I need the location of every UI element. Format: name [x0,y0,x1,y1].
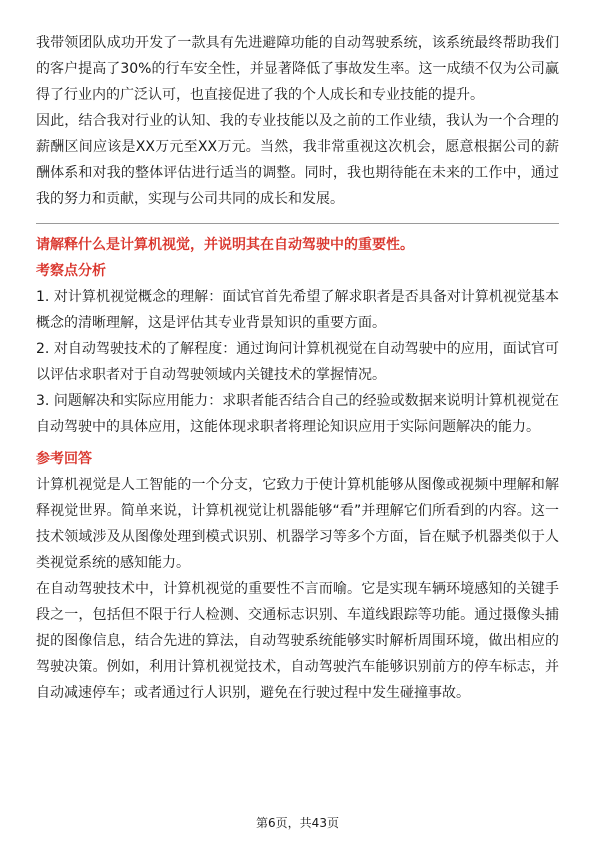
section-divider [36,223,559,224]
analysis-heading: 考察点分析 [36,263,106,279]
page-number: 第6页，共43页 [256,816,339,830]
answer-paragraph: 在自动驾驶技术中，计算机视觉的重要性不言而喻。它是实现车辆环境感知的关键手段之一，包括但不限于行人检测、交通标志识别、车道线跟踪等功能。通过摄像头捕捉的图像信息，结合先进的算法，自动驾驶系统能够实时解析周围环境，做出相应的驾驶决策。例如，利用计算机视觉技术，自动驾驶汽车能够识别前方的停车标志，并自动减速停车；或者通过行人识别，避免在行驶过程中发生碰撞事故。 [36,581,559,701]
answer-paragraph: 计算机视觉是人工智能的一个分支，它致力于使计算机能够从图像或视频中理解和解释视觉世界。简单来说，计算机视觉让机器能够“看”并理解它们所看到的内容。这一技术领域涉及从图像处理到模式识别、机器学习等多个方面，旨在赋予机器类似于人类视觉系统的感知能力。 [36,477,559,571]
analysis-item: 1. 对计算机视觉概念的理解：面试官首先希望了解求职者是否具备对计算机视觉基本概念的清晰理解，这是评估其专业背景知识的重要方面。 [36,289,559,331]
analysis-item: 3. 问题解决和实际应用能力：求职者能否结合自己的经验或数据来说明计算机视觉在自动驾驶中的具体应用，这能体现求职者将理论知识应用于实际问题解决的能力。 [36,393,559,435]
document-page [36,30,559,706]
interview-question: 请解释什么是计算机视觉，并说明其在自动驾驶中的重要性。 [36,237,414,253]
intro-paragraph: 我带领团队成功开发了一款具有先进避障功能的自动驾驶系统，该系统最终帮助我们的客户提高了30%的行车安全性，并显著降低了事故发生率。这一成绩不仅为公司赢得了行业内的广泛认可，也直接促进了我的个人成长和专业技能的提升。 [36,35,559,103]
analysis-item: 2. 对自动驾驶技术的了解程度：通过询问计算机视觉在自动驾驶中的应用，面试官可以评估求职者对于自动驾驶领域内关键技术的掌握情况。 [36,341,559,383]
answer-heading: 参考回答 [36,451,92,467]
intro-paragraph: 因此，结合我对行业的认知、我的专业技能以及之前的工作业绩，我认为一个合理的薪酬区间应该是XX万元至XX万元。当然，我非常重视这次机会，愿意根据公司的薪酬体系和对我的整体评估进行适当的调整。同时，我也期待能在未来的工作中，通过我的努力和贡献，实现与公司共同的成长和发展。 [36,113,559,207]
